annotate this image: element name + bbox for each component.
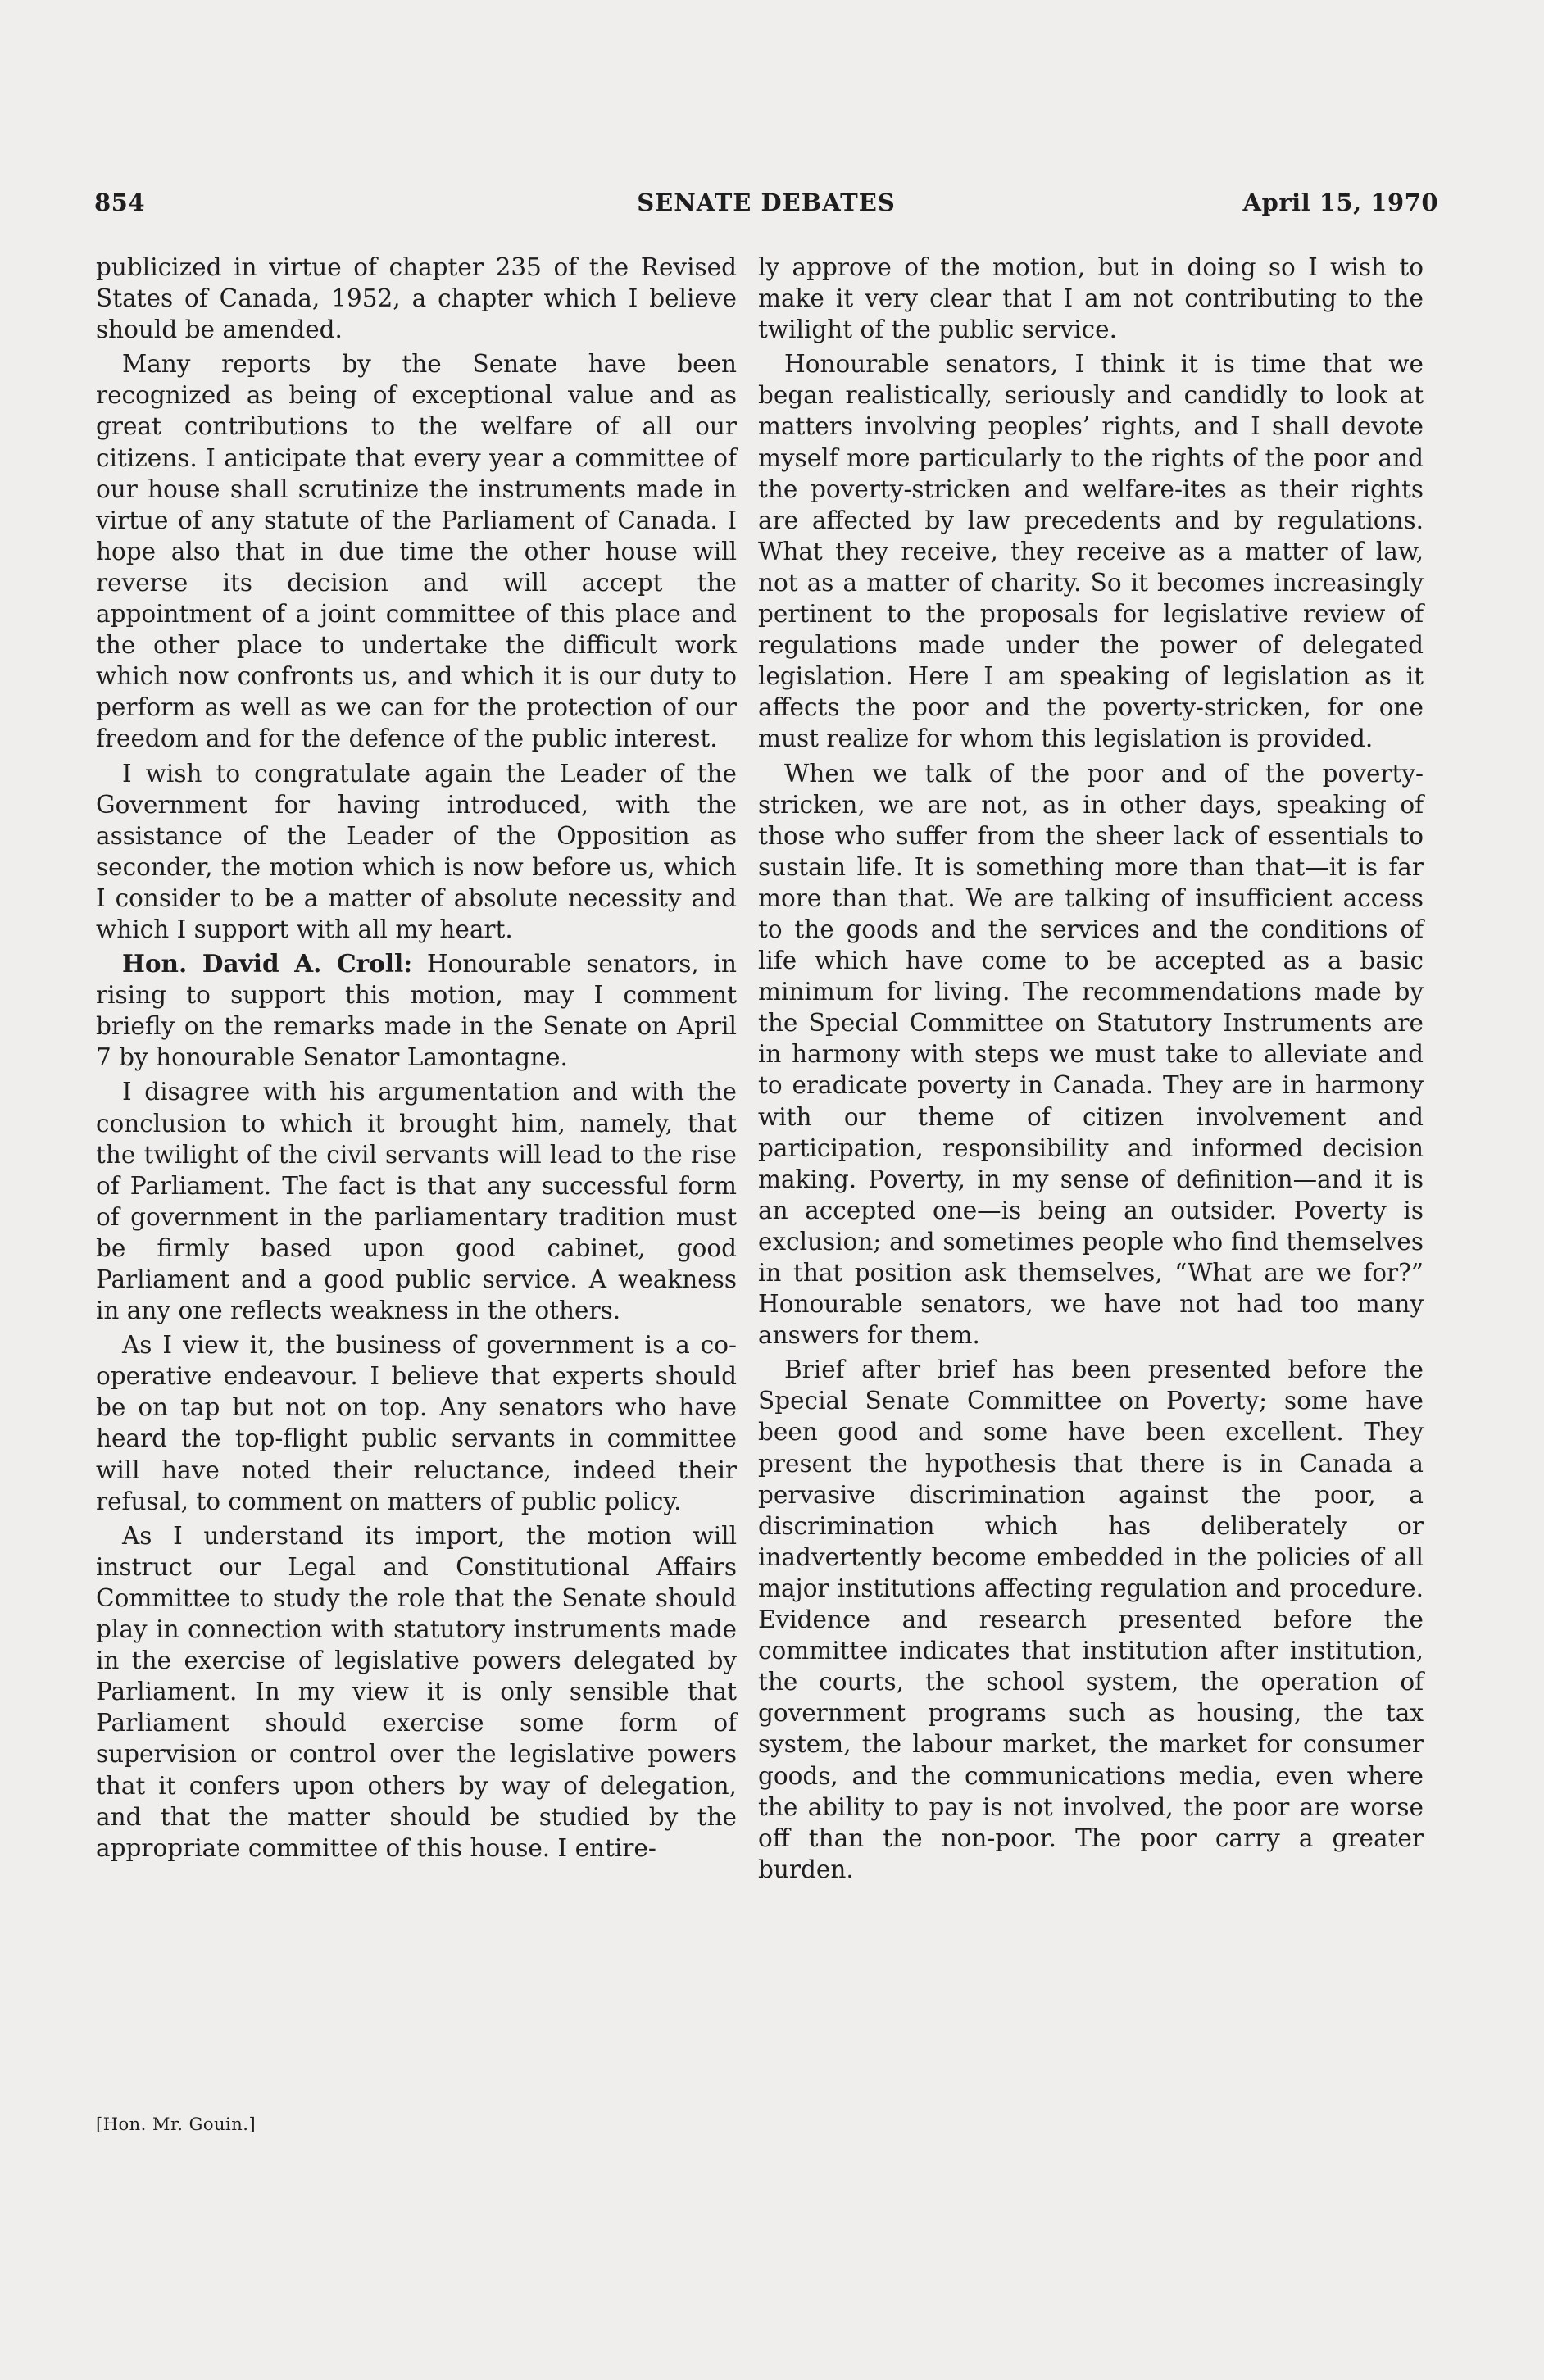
page-date: April 15, 1970 xyxy=(1242,188,1438,216)
right-column xyxy=(758,252,1424,1888)
left-column xyxy=(96,252,737,1867)
paragraph: publicized in virtue of chapter 235 of the Revised States of Canada, 1952, a chapter which I believe should be amended. xyxy=(96,253,737,344)
page-footnote: [Hon. Mr. Gouin.] xyxy=(96,2114,257,2134)
page-number: 854 xyxy=(94,188,146,216)
paragraph: As I view it, the business of government is a co-operative endeavour. I believe that experts should be on tap but not on top. Any senators who have heard the top-flight public servants in committee will have noted their reluctance, indeed their refusal, to comment on matters of public policy. xyxy=(96,1331,737,1515)
paragraph: Many reports by the Senate have been recognized as being of exceptional value and as great contributions to the welfare of all our citizens. I anticipate that every year a committee of our house shall scrutinize the instruments made in virtue of any statute of the Parliament of Canada. I hope also that in due time the other house will reverse its decision and will accept the appointment of a joint committee of this place and the other place to undertake the difficult work which now confronts us, and which it is our duty to perform as well as we can for the protection of our freedom and for the defence of the public interest. xyxy=(96,350,737,753)
paragraph: Brief after brief has been presented before the Special Senate Committee on Poverty; some have been good and some have been excellent. They present the hypothesis that there is in Canada a pervasive discrimination against the poor, a discrimination which has deliberately or inadvertently become embedded in the policies of all major institutions affecting regulation and procedure. Evidence and research presented before the committee indicates that institution after institution, the courts, the school system, the operation of government programs such as housing, the tax system, the labour market, the market for consumer goods, and the communications media, even where the ability to pay is not involved, the poor are worse off than the non-poor. The poor carry a greater burden. xyxy=(758,1356,1424,1883)
paragraph: I disagree with his argumentation and with the conclusion to which it brought him, namely, that the twilight of the civil servants will lead to the rise of Parliament. The fact is that any successful form of government in the parliamentary tradition must be firmly based upon good cabinet, good Parliament and a good public service. A weakness in any one reflects weakness in the others. xyxy=(96,1078,737,1325)
paragraph: I wish to congratulate again the Leader of the Government for having introduced, with the assistance of the Leader of the Opposition as seconder, the motion which is now before us, which I consider to be a matter of absolute necessity and which I support with all my heart. xyxy=(96,759,737,943)
speaker-name: Hon. David A. Croll: xyxy=(122,949,413,979)
publication-title: SENATE DEBATES xyxy=(637,188,896,216)
paragraph: When we talk of the poor and of the poverty-stricken, we are not, as in other days, speaking of those who suffer from the sheer lack of essentials to sustain life. It is something more than that—it is far more than that. We are talking of insufficient access to the goods and the services and the conditions of life which have come to be accepted as a basic minimum for living. The recommendations made by the Special Committee on Statutory Instruments are in harmony with steps we must take to alleviate and to eradicate poverty in Canada. They are in harmony with our theme of citizen involvement and participation, responsibility and informed decision making. Poverty, in my sense of definition—and it is an accepted one—is being an outsider. Poverty is exclusion; and sometimes people who find themselves in that position ask themselves, “What are we for?” Honourable senators, we have not had too many answers for them. xyxy=(758,759,1424,1350)
speech-text: Honourable senators, in rising to support this motion, may I comment briefly on the remarks made in the Senate on April 7 by honourable Senator Lamontagne. xyxy=(96,950,737,1072)
paragraph: Honourable senators, I think it is time that we began realistically, seriously and candidly to look at matters involving peoples’ rights, and I shall devote myself more particularly to the rights of the poor and the poverty-stricken and welfare-ites as their rights are affected by law precedents and by regulations. What they receive, they receive as a matter of law, not as a matter of charity. So it becomes increasingly pertinent to the proposals for legislative review of regulations made under the power of delegated legislation. Here I am speaking of legislation as it affects the poor and the poverty-stricken, for one must realize for whom this legislation is provided. xyxy=(758,350,1424,753)
paragraph: ly approve of the motion, but in doing so I wish to make it very clear that I am not contributing to the twilight of the public service. xyxy=(758,253,1424,344)
speech-paragraph xyxy=(96,948,737,1073)
paragraph: As I understand its import, the motion will instruct our Legal and Constitutional Affairs Committee to study the role that the Senate should play in connection with statutory instruments made in the exercise of legislative powers delegated by Parliament. In my view it is only sensible that Parliament should exercise some form of supervision or control over the legislative powers that it confers upon others by way of delegation, and that the matter should be studied by the appropriate committee of this house. I entire- xyxy=(96,1521,737,1862)
page-header xyxy=(94,188,1438,221)
